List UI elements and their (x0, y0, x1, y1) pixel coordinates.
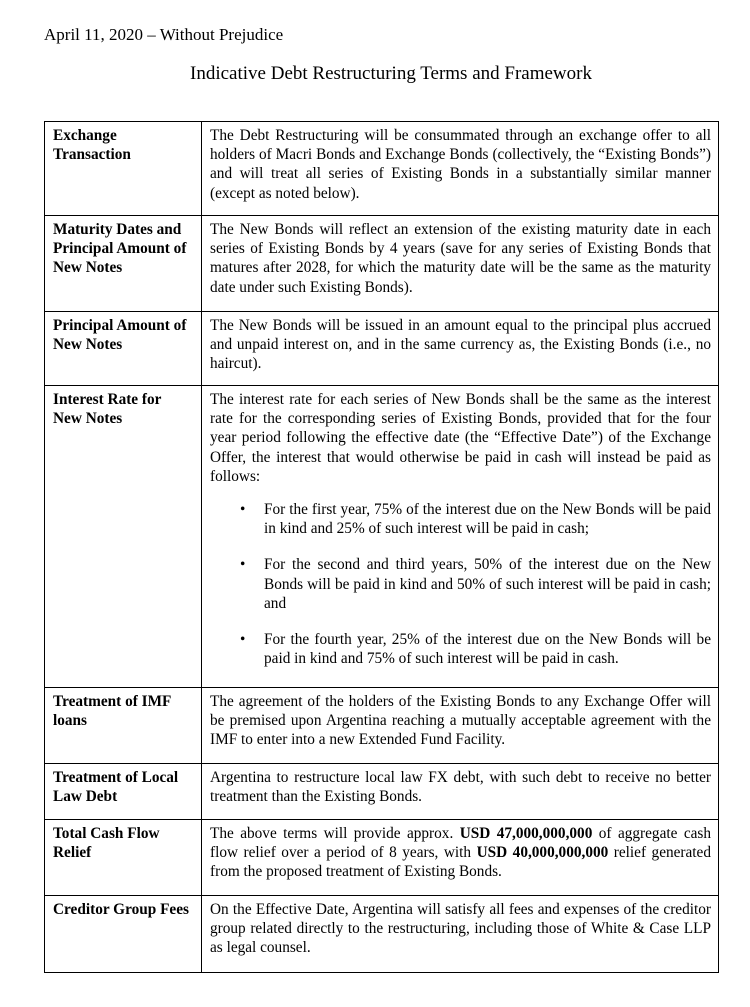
description-text (210, 824, 711, 882)
table-row (45, 122, 719, 216)
term-description (202, 122, 719, 216)
term-description (202, 216, 719, 312)
term-label: Creditor Group Fees (45, 896, 202, 973)
bullet-icon: • (240, 501, 246, 519)
term-description (202, 820, 719, 896)
description-text: Argentina to restructure local law FX debt, with such debt to receive no better treatment than the Existing Bonds. (210, 769, 711, 806)
table-row (45, 820, 719, 896)
bond-relief-amount: USD 40,000,000,000 (476, 844, 609, 862)
bullet-list (210, 500, 711, 668)
bullet-icon: • (240, 631, 246, 649)
list-item-text: For the second and third years, 50% of the interest due on the New Bonds will be paid in kind and 50% of such interest will be paid in cash; and (264, 556, 711, 612)
description-text: The Debt Restructuring will be consummated through an exchange offer to all holders of Macri Bonds and Exchange Bonds (collectively, the “Existing Bonds”) and will treat all series of Existing Bonds in a substantially similar manner (except as noted below). (210, 127, 711, 202)
description-text: On the Effective Date, Argentina will satisfy all fees and expenses of the creditor group related directly to the restructuring, including those of White & Case LLP as legal counsel. (210, 901, 711, 957)
list-item-text: For the fourth year, 25% of the interest due on the New Bonds will be paid in kind and 75% of such interest will be paid in cash. (264, 631, 711, 668)
list-item-text: For the first year, 75% of the interest due on the New Bonds will be paid in kind and 25% of such interest will be paid in cash; (264, 501, 711, 538)
bullet-icon: • (240, 556, 246, 574)
term-label: Maturity Dates and Principal Amount of New Notes (45, 216, 202, 312)
list-item (210, 630, 711, 668)
term-label: Treatment of Local Law Debt (45, 764, 202, 820)
term-description (202, 896, 719, 973)
term-label: Total Cash Flow Relief (45, 820, 202, 896)
description-text-part: of aggregate cash flow relief over a period of 8 years, with (210, 825, 712, 862)
terms-table (44, 121, 719, 973)
table-row (45, 764, 719, 820)
description-text: The New Bonds will reflect an extension of the existing maturity date in each series of Existing Bonds by 4 years (save for any series of Existing Bonds that matures after 2028, for which the maturity date will be the same as the maturity date under such Existing Bonds). (210, 221, 711, 296)
table-row (45, 896, 719, 973)
description-text: The interest rate for each series of New Bonds shall be the same as the interest rate for the corresponding series of Existing Bonds, provided that for the four year period following the effective date (the “Effective Date”) of the Exchange Offer, the interest that would otherwise be paid in cash will instead be paid as follows: (210, 391, 711, 485)
dateline: April 11, 2020 – Without Prejudice (44, 25, 284, 44)
term-label: Interest Rate for New Notes (45, 386, 202, 688)
term-description (202, 688, 719, 764)
description-text-part: The above terms will provide approx. (210, 825, 460, 842)
term-label: Exchange Transaction (45, 122, 202, 216)
cash-flow-relief-amount: USD 47,000,000,000 (459, 825, 593, 842)
list-item (210, 500, 711, 538)
term-label: Principal Amount of New Notes (45, 312, 202, 386)
term-label: Treatment of IMF loans (45, 688, 202, 764)
term-description (202, 386, 719, 688)
list-item (210, 555, 711, 613)
table-row (45, 312, 719, 386)
document-title: Indicative Debt Restructuring Terms and Framework (190, 63, 592, 84)
table-row (45, 216, 719, 312)
term-description (202, 312, 719, 386)
description-text: The New Bonds will be issued in an amount equal to the principal plus accrued and unpaid interest on, and in the same currency as, the Existing Bonds (i.e., no haircut). (210, 317, 711, 373)
table-row (45, 688, 719, 764)
description-text-part: relief generated from the proposed treatment of Existing Bonds. (210, 844, 711, 881)
description-text: The agreement of the holders of the Existing Bonds to any Exchange Offer will be premised upon Argentina reaching a mutually acceptable agreement with the IMF to enter into a new Extended Fund Facility. (210, 693, 711, 749)
table-row (45, 386, 719, 688)
term-description (202, 764, 719, 820)
